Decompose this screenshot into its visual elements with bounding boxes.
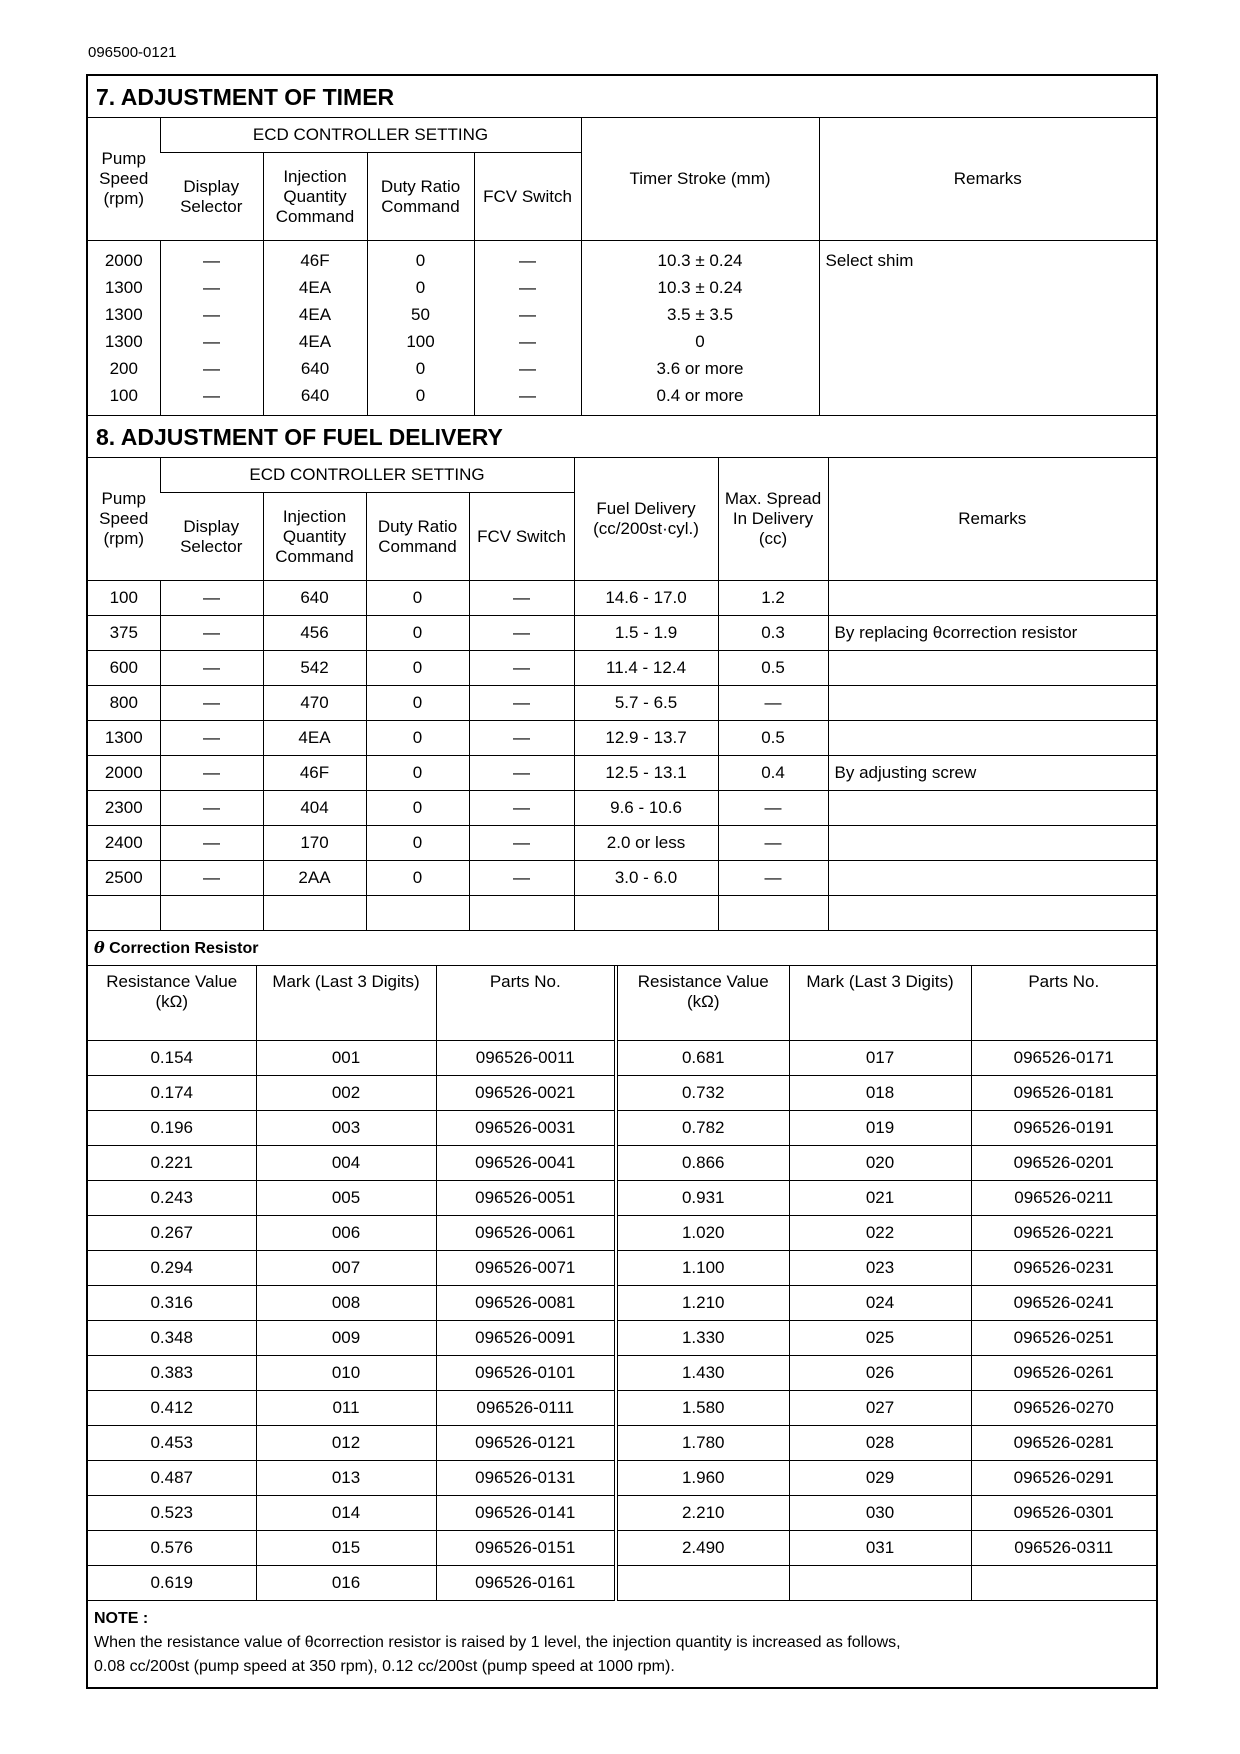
cell-fuel-delivery: 2.0 or less (574, 826, 718, 861)
cell-mark: 008 (256, 1286, 436, 1321)
section-8-title: 8. ADJUSTMENT OF FUEL DELIVERY (88, 416, 1156, 458)
cell-remarks (819, 274, 1156, 301)
note-heading: NOTE : (94, 1610, 149, 1627)
cell-mark: 018 (789, 1076, 971, 1111)
cell-duty-ratio: 0 (366, 756, 469, 791)
cell-display-selector: — (160, 382, 263, 415)
header-ecd-setting: ECD CONTROLLER SETTING (160, 118, 581, 153)
cell-duty-ratio: 0 (366, 791, 469, 826)
cell-resistance-value: 0.348 (88, 1321, 256, 1356)
cell-parts-no: 096526-0061 (436, 1216, 616, 1251)
cell-resistance-value: 0.383 (88, 1356, 256, 1391)
table-row (88, 861, 1156, 896)
note-line-2: 0.08 cc/200st (pump speed at 350 rpm), 0.12 cc/200st (pump speed at 1000 rpm). (94, 1658, 675, 1675)
cell-resistance-value: 0.931 (616, 1181, 789, 1216)
cell-duty-ratio: 0 (367, 274, 474, 301)
cell-parts-no: 096526-0291 (971, 1461, 1156, 1496)
cell-timer-stroke: 10.3 ± 0.24 (581, 241, 819, 275)
table-row (88, 241, 1156, 275)
cell-fuel-delivery: 14.6 - 17.0 (574, 581, 718, 616)
section-7-title: 7. ADJUSTMENT OF TIMER (88, 76, 1156, 118)
cell-fuel-delivery: 12.5 - 13.1 (574, 756, 718, 791)
cell-parts-no: 096526-0251 (971, 1321, 1156, 1356)
cell-parts-no: 096526-0021 (436, 1076, 616, 1111)
cell-timer-stroke: 3.5 ± 3.5 (581, 301, 819, 328)
cell-remarks (819, 301, 1156, 328)
cell-injection-quantity: 456 (263, 616, 366, 651)
cell-resistance-value: 1.960 (616, 1461, 789, 1496)
cell-resistance-value: 0.412 (88, 1391, 256, 1426)
cell-parts-no: 096526-0231 (971, 1251, 1156, 1286)
cell-mark: 004 (256, 1146, 436, 1181)
cell-resistance-value: 0.523 (88, 1496, 256, 1531)
cell-resistance-value: 0.267 (88, 1216, 256, 1251)
cell-mark: 015 (256, 1531, 436, 1566)
cell-mark: 013 (256, 1461, 436, 1496)
cell-injection-quantity: 404 (263, 791, 366, 826)
table-row (88, 686, 1156, 721)
cell-remarks (828, 721, 1156, 756)
cell-duty-ratio: 50 (367, 301, 474, 328)
cell-display-selector: — (160, 826, 263, 861)
cell-remarks: Select shim (819, 241, 1156, 275)
table-row (88, 274, 1156, 301)
header-parts-no: Parts No. (971, 966, 1156, 1041)
cell-resistance-value: 0.576 (88, 1531, 256, 1566)
cell-timer-stroke: 0 (581, 328, 819, 355)
cell-fcv-switch: — (469, 616, 574, 651)
cell-max-spread (718, 896, 828, 931)
cell-injection-quantity: 4EA (263, 721, 366, 756)
table-row (88, 1321, 1156, 1356)
header-remarks: Remarks (819, 118, 1156, 241)
cell-injection-quantity: 46F (263, 756, 366, 791)
cell-parts-no (971, 1566, 1156, 1601)
cell-fcv-switch: — (474, 355, 581, 382)
cell-display-selector: — (160, 581, 263, 616)
cell-mark: 010 (256, 1356, 436, 1391)
document-frame (86, 74, 1158, 1689)
cell-parts-no: 096526-0041 (436, 1146, 616, 1181)
cell-injection-quantity: 46F (263, 241, 367, 275)
header-mark: Mark (Last 3 Digits) (789, 966, 971, 1041)
table-row (88, 791, 1156, 826)
cell-parts-no: 096526-0181 (971, 1076, 1156, 1111)
cell-fcv-switch: — (469, 686, 574, 721)
cell-injection-quantity: 640 (263, 382, 367, 415)
cell-mark: 022 (789, 1216, 971, 1251)
cell-resistance-value: 0.316 (88, 1286, 256, 1321)
cell-duty-ratio: 0 (366, 826, 469, 861)
header-mark: Mark (Last 3 Digits) (256, 966, 436, 1041)
cell-mark: 009 (256, 1321, 436, 1356)
table-row (88, 1111, 1156, 1146)
cell-fcv-switch: — (469, 721, 574, 756)
cell-resistance-value: 0.866 (616, 1146, 789, 1181)
cell-parts-no: 096526-0281 (971, 1426, 1156, 1461)
cell-duty-ratio: 0 (366, 686, 469, 721)
cell-max-spread: 0.3 (718, 616, 828, 651)
cell-duty-ratio (366, 896, 469, 931)
cell-mark: 019 (789, 1111, 971, 1146)
header-fuel-delivery: Fuel Delivery (cc/200st·cyl.) (574, 458, 718, 581)
cell-mark: 030 (789, 1496, 971, 1531)
cell-display-selector: — (160, 861, 263, 896)
cell-injection-quantity: 640 (263, 581, 366, 616)
table-row (88, 1566, 1156, 1601)
cell-remarks (828, 651, 1156, 686)
cell-injection-quantity: 4EA (263, 328, 367, 355)
cell-duty-ratio: 0 (366, 651, 469, 686)
cell-resistance-value: 1.580 (616, 1391, 789, 1426)
cell-resistance-value: 1.780 (616, 1426, 789, 1461)
cell-fuel-delivery (574, 896, 718, 931)
header-fcv-switch: FCV Switch (474, 153, 581, 241)
table-row (88, 616, 1156, 651)
cell-duty-ratio: 0 (367, 241, 474, 275)
table-row (88, 826, 1156, 861)
cell-pump-speed: 2400 (88, 826, 160, 861)
cell-display-selector: — (160, 328, 263, 355)
cell-parts-no: 096526-0151 (436, 1531, 616, 1566)
table-row (88, 756, 1156, 791)
cell-mark: 031 (789, 1531, 971, 1566)
cell-mark: 007 (256, 1251, 436, 1286)
cell-display-selector: — (160, 721, 263, 756)
header-duty-ratio: Duty Ratio Command (367, 153, 474, 241)
cell-resistance-value: 0.174 (88, 1076, 256, 1111)
cell-max-spread: — (718, 826, 828, 861)
cell-timer-stroke: 10.3 ± 0.24 (581, 274, 819, 301)
cell-resistance-value: 0.619 (88, 1566, 256, 1601)
cell-parts-no: 096526-0201 (971, 1146, 1156, 1181)
table-row (88, 1531, 1156, 1566)
cell-fcv-switch: — (474, 274, 581, 301)
header-duty-ratio: Duty Ratio Command (366, 493, 469, 581)
header-fcv-switch: FCV Switch (469, 493, 574, 581)
cell-injection-quantity: 542 (263, 651, 366, 686)
cell-parts-no: 096526-0051 (436, 1181, 616, 1216)
cell-fuel-delivery: 12.9 - 13.7 (574, 721, 718, 756)
cell-duty-ratio: 100 (367, 328, 474, 355)
cell-timer-stroke: 3.6 or more (581, 355, 819, 382)
cell-parts-no: 096526-0161 (436, 1566, 616, 1601)
cell-pump-speed: 2500 (88, 861, 160, 896)
cell-remarks (819, 382, 1156, 415)
cell-mark: 024 (789, 1286, 971, 1321)
cell-pump-speed: 2000 (88, 756, 160, 791)
header-pump-speed: Pump Speed (rpm) (88, 118, 160, 241)
cell-parts-no: 096526-0101 (436, 1356, 616, 1391)
cell-max-spread: 0.5 (718, 721, 828, 756)
cell-fcv-switch: — (469, 756, 574, 791)
cell-mark: 005 (256, 1181, 436, 1216)
cell-mark: 006 (256, 1216, 436, 1251)
cell-pump-speed: 100 (88, 581, 160, 616)
cell-duty-ratio: 0 (366, 581, 469, 616)
cell-fuel-delivery: 5.7 - 6.5 (574, 686, 718, 721)
cell-resistance-value: 0.681 (616, 1041, 789, 1076)
cell-parts-no: 096526-0221 (971, 1216, 1156, 1251)
table-row (88, 1041, 1156, 1076)
cell-fcv-switch: — (474, 301, 581, 328)
cell-fuel-delivery: 1.5 - 1.9 (574, 616, 718, 651)
cell-resistance-value: 2.210 (616, 1496, 789, 1531)
cell-fcv-switch: — (474, 382, 581, 415)
cell-injection-quantity (263, 896, 366, 931)
cell-parts-no: 096526-0191 (971, 1111, 1156, 1146)
correction-resistor-table (88, 966, 1156, 1601)
table-row (88, 1216, 1156, 1251)
cell-max-spread: — (718, 686, 828, 721)
header-pump-speed: Pump Speed (rpm) (88, 458, 160, 581)
cell-fcv-switch (469, 896, 574, 931)
cell-display-selector: — (160, 651, 263, 686)
cell-display-selector: — (160, 301, 263, 328)
cell-remarks: By replacing θcorrection resistor (828, 616, 1156, 651)
cell-display-selector: — (160, 791, 263, 826)
table-row (88, 651, 1156, 686)
cell-injection-quantity: 470 (263, 686, 366, 721)
cell-fcv-switch: — (469, 581, 574, 616)
cell-injection-quantity: 4EA (263, 274, 367, 301)
cell-display-selector: — (160, 756, 263, 791)
cell-pump-speed: 1300 (104, 304, 143, 324)
cell-display-selector: — (160, 686, 263, 721)
cell-resistance-value: 0.487 (88, 1461, 256, 1496)
cell-pump-speed: 375 (88, 616, 160, 651)
table-row (88, 328, 1156, 355)
cell-parts-no: 096526-0131 (436, 1461, 616, 1496)
header-resistance-value: Resistance Value (kΩ) (88, 966, 256, 1041)
correction-resistor-title (88, 931, 1156, 966)
header-display-selector: Display Selector (160, 153, 263, 241)
table-row (88, 1286, 1156, 1321)
cell-injection-quantity: 2AA (263, 861, 366, 896)
cell-max-spread: — (718, 791, 828, 826)
cell-display-selector (160, 896, 263, 931)
table-row (88, 896, 1156, 931)
cell-max-spread: 0.5 (718, 651, 828, 686)
cell-pump-speed (88, 896, 160, 931)
cell-pump-speed: 1300 (104, 277, 143, 297)
cell-parts-no: 096526-0211 (971, 1181, 1156, 1216)
header-remarks: Remarks (828, 458, 1156, 581)
cell-duty-ratio: 0 (366, 861, 469, 896)
timer-table (88, 118, 1156, 415)
cell-pump-speed: 1300 (88, 721, 160, 756)
cell-fuel-delivery: 3.0 - 6.0 (574, 861, 718, 896)
header-injection-quantity: Injection Quantity Command (263, 153, 367, 241)
cell-display-selector: — (160, 241, 263, 275)
cell-remarks (819, 328, 1156, 355)
cell-parts-no: 096526-0011 (436, 1041, 616, 1076)
cell-remarks (828, 791, 1156, 826)
cell-remarks: By adjusting screw (828, 756, 1156, 791)
table-row (88, 1391, 1156, 1426)
cell-mark: 021 (789, 1181, 971, 1216)
cell-parts-no: 096526-0171 (971, 1041, 1156, 1076)
table-row (88, 1426, 1156, 1461)
cell-remarks (828, 896, 1156, 931)
cell-fcv-switch: — (469, 791, 574, 826)
cell-pump-speed: 100 (109, 385, 138, 405)
table-row (88, 301, 1156, 328)
cell-parts-no: 096526-0270 (971, 1391, 1156, 1426)
cell-injection-quantity: 640 (263, 355, 367, 382)
table-row (88, 581, 1156, 616)
cell-resistance-value: 1.430 (616, 1356, 789, 1391)
cell-resistance-value: 0.243 (88, 1181, 256, 1216)
cell-parts-no: 096526-0241 (971, 1286, 1156, 1321)
cell-timer-stroke: 0.4 or more (581, 382, 819, 415)
document-number: 096500-0121 (88, 44, 177, 61)
header-resistance-value: Resistance Value (kΩ) (616, 966, 789, 1041)
cell-resistance-value: 1.100 (616, 1251, 789, 1286)
cell-remarks (828, 861, 1156, 896)
cell-injection-quantity: 4EA (263, 301, 367, 328)
note-block (88, 1601, 1156, 1687)
cell-pump-speed: 1300 (104, 331, 143, 351)
cell-resistance-value: 0.221 (88, 1146, 256, 1181)
header-injection-quantity: Injection Quantity Command (263, 493, 366, 581)
cell-mark (789, 1566, 971, 1601)
cell-pump-speed: 200 (109, 358, 138, 378)
cell-resistance-value: 0.782 (616, 1111, 789, 1146)
header-display-selector: Display Selector (160, 493, 263, 581)
cell-mark: 020 (789, 1146, 971, 1181)
cell-parts-no: 096526-0301 (971, 1496, 1156, 1531)
table-row (88, 1496, 1156, 1531)
cell-mark: 012 (256, 1426, 436, 1461)
cell-mark: 003 (256, 1111, 436, 1146)
correction-resistor-label: Correction Resistor (109, 940, 259, 957)
cell-mark: 023 (789, 1251, 971, 1286)
cell-mark: 011 (256, 1391, 436, 1426)
cell-resistance-value: 1.210 (616, 1286, 789, 1321)
header-max-spread: Max. Spread In Delivery (cc) (718, 458, 828, 581)
cell-injection-quantity: 170 (263, 826, 366, 861)
header-parts-no: Parts No. (436, 966, 616, 1041)
cell-fcv-switch: — (469, 826, 574, 861)
cell-mark: 017 (789, 1041, 971, 1076)
cell-remarks (819, 355, 1156, 382)
cell-max-spread: 0.4 (718, 756, 828, 791)
cell-mark: 026 (789, 1356, 971, 1391)
cell-parts-no: 096526-0091 (436, 1321, 616, 1356)
cell-parts-no: 096526-0071 (436, 1251, 616, 1286)
cell-fcv-switch: — (469, 651, 574, 686)
cell-mark: 002 (256, 1076, 436, 1111)
cell-mark: 025 (789, 1321, 971, 1356)
cell-display-selector: — (160, 274, 263, 301)
cell-pump-speed: 800 (88, 686, 160, 721)
cell-display-selector: — (160, 355, 263, 382)
cell-mark: 028 (789, 1426, 971, 1461)
cell-remarks (828, 826, 1156, 861)
table-row (88, 355, 1156, 382)
cell-resistance-value: 1.020 (616, 1216, 789, 1251)
cell-duty-ratio: 0 (367, 382, 474, 415)
table-row (88, 1146, 1156, 1181)
table-row (88, 1076, 1156, 1111)
cell-duty-ratio: 0 (366, 721, 469, 756)
table-row (88, 382, 1156, 415)
cell-parts-no: 096526-0081 (436, 1286, 616, 1321)
header-ecd-setting: ECD CONTROLLER SETTING (160, 458, 574, 493)
table-row (88, 721, 1156, 756)
cell-fuel-delivery: 9.6 - 10.6 (574, 791, 718, 826)
cell-mark: 001 (256, 1041, 436, 1076)
cell-mark: 016 (256, 1566, 436, 1601)
fuel-delivery-table (88, 458, 1156, 931)
cell-fcv-switch: — (474, 328, 581, 355)
table-row (88, 1356, 1156, 1391)
cell-parts-no: 096526-0261 (971, 1356, 1156, 1391)
cell-resistance-value (616, 1566, 789, 1601)
cell-max-spread: 1.2 (718, 581, 828, 616)
cell-remarks (828, 686, 1156, 721)
cell-mark: 029 (789, 1461, 971, 1496)
table-row (88, 1251, 1156, 1286)
cell-resistance-value: 0.294 (88, 1251, 256, 1286)
cell-resistance-value: 0.732 (616, 1076, 789, 1111)
cell-resistance-value: 2.490 (616, 1531, 789, 1566)
cell-resistance-value: 0.196 (88, 1111, 256, 1146)
cell-pump-speed: 2300 (88, 791, 160, 826)
cell-pump-speed: 2000 (104, 250, 143, 270)
cell-max-spread: — (718, 861, 828, 896)
cell-resistance-value: 0.154 (88, 1041, 256, 1076)
cell-resistance-value: 0.453 (88, 1426, 256, 1461)
cell-duty-ratio: 0 (366, 616, 469, 651)
cell-parts-no: 096526-0311 (971, 1531, 1156, 1566)
header-timer-stroke: Timer Stroke (mm) (581, 118, 819, 241)
cell-parts-no: 096526-0141 (436, 1496, 616, 1531)
cell-fcv-switch: — (474, 241, 581, 275)
cell-duty-ratio: 0 (367, 355, 474, 382)
table-row (88, 1461, 1156, 1496)
cell-parts-no: 096526-0111 (436, 1391, 616, 1426)
table-row (88, 1181, 1156, 1216)
theta-symbol: θ (94, 938, 105, 957)
cell-resistance-value: 1.330 (616, 1321, 789, 1356)
note-line-1: When the resistance value of θcorrection resistor is raised by 1 level, the injection quantity is increased as follows, (94, 1634, 901, 1651)
cell-mark: 027 (789, 1391, 971, 1426)
cell-parts-no: 096526-0031 (436, 1111, 616, 1146)
cell-parts-no: 096526-0121 (436, 1426, 616, 1461)
cell-display-selector: — (160, 616, 263, 651)
cell-fuel-delivery: 11.4 - 12.4 (574, 651, 718, 686)
cell-remarks (828, 581, 1156, 616)
cell-fcv-switch: — (469, 861, 574, 896)
cell-pump-speed: 600 (88, 651, 160, 686)
cell-mark: 014 (256, 1496, 436, 1531)
